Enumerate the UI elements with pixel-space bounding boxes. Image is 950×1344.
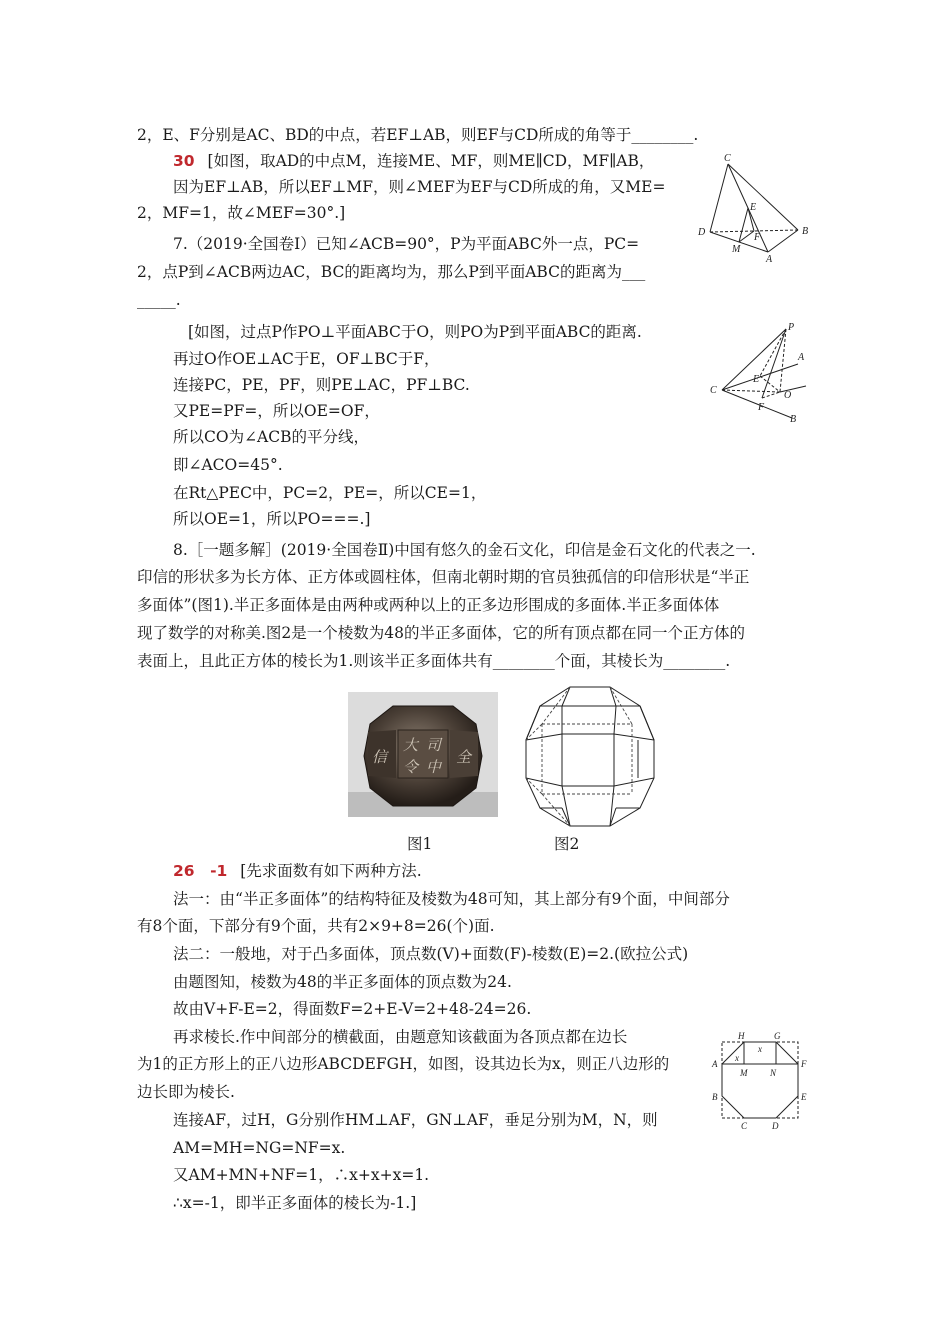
label-b: B (712, 1092, 718, 1102)
seal-char: 大 (403, 738, 419, 754)
solution-text: [先求面数有如下两种方法. (240, 862, 422, 880)
text-line: 故由V+F-E=2，得面数F=2+E-V=2+48-24=26. (173, 1000, 532, 1018)
solution-text: [如图，取AD的中点M，连接ME、MF，则ME∥CD，MF∥AB， (207, 152, 655, 170)
pyramid-figure (700, 320, 815, 425)
label-c: C (741, 1121, 748, 1131)
label-f: F (754, 232, 761, 243)
text-line: 所以OE=1，所以PO===.] (173, 510, 371, 528)
text-line: 有8个面，下部分有9个面，共有2×9+8=26(个)面. (137, 917, 495, 935)
label-d: D (698, 227, 706, 238)
tetrahedron-figure (690, 150, 815, 265)
question-7: 7.（2019·全国卷Ⅰ）已知∠ACB=90°，P为平面ABC外一点，PC= (173, 235, 640, 253)
text-line: 由题图知，棱数为48的半正多面体的顶点数为24. (173, 973, 512, 991)
label-m: M (732, 244, 741, 255)
label-d: D (772, 1121, 779, 1131)
label-x: x (758, 1044, 762, 1054)
label-b: B (802, 226, 809, 237)
label-e: E (753, 374, 760, 385)
text-line: 2，MF=1，故∠MEF=30°.] (137, 204, 346, 222)
seal-char: 信 (372, 750, 388, 766)
text-line: 所以CO为∠ACB的平分线， (173, 428, 369, 446)
text-line: 印信的形状多为长方体、正方体或圆柱体，但南北朝时期的官员独孤信的印信形状是“半正 (137, 568, 750, 586)
polyhedron-figure (512, 684, 662, 829)
text-line: 连接PC，PE，PF，则PE⊥AC，PF⊥BC. (173, 376, 470, 394)
text-line: ∴x=-1，即半正多面体的棱长为-1.] (173, 1194, 417, 1212)
text-line: 再过O作OE⊥AC于E，OF⊥BC于F， (173, 350, 440, 368)
label-f: F (758, 402, 765, 413)
text-line: 因为EF⊥AB，所以EF⊥MF，则∠MEF为EF与CD所成的角，又ME= (173, 178, 666, 196)
answer-value: 30 (173, 152, 195, 170)
label-p: P (788, 322, 795, 333)
seal-char: 全 (456, 750, 472, 766)
answer-line (173, 860, 422, 882)
label-m: M (740, 1068, 748, 1078)
label-c: C (710, 385, 717, 396)
label-g: G (774, 1031, 781, 1041)
answer-line (173, 150, 654, 172)
label-x: x (735, 1053, 739, 1063)
figure-2-caption: 图2 (554, 835, 580, 853)
text-line: 边长即为棱长. (137, 1083, 235, 1101)
label-h: H (738, 1031, 745, 1041)
text-line: 为1的正方形上的正八边形ABCDEFGH，如图，设其边长为x，则正八边形的 (137, 1055, 670, 1073)
label-a: A (766, 254, 773, 265)
text-line: 2，点P到∠ACB两边AC，BC的距离均为，那么P到平面ABC的距离为___ (137, 263, 646, 281)
seal-char: 令 (403, 760, 419, 776)
text-line: AM=MH=NG=NF=x. (173, 1139, 346, 1157)
seal-char: 司 (426, 738, 442, 754)
question-8: 8.［一题多解］(2019·全国卷Ⅱ)中国有悠久的金石文化，印信是金石文化的代表之一. (173, 541, 756, 559)
text-line: 又AM+MN+NF=1，∴x+x+x=1. (173, 1166, 430, 1184)
text-line: 又PE=PF=，所以OE=OF， (173, 402, 380, 420)
label-b: B (790, 414, 797, 425)
text-line: 在Rt△PEC中，PC=2，PE=，所以CE=1， (173, 484, 487, 502)
answer-value: 26 -1 (173, 862, 228, 880)
label-c: C (724, 153, 731, 164)
label-f: F (801, 1059, 807, 1069)
text-line: 现了数学的对称美.图2是一个棱数为48的半正多面体，它的所有顶点都在同一个正方体的 (137, 624, 746, 642)
seal-char: 中 (426, 760, 442, 776)
text-line: 法一：由“半正多面体”的结构特征及棱数为48可知，其上部分有9个面，中间部分 (173, 890, 730, 908)
text-line: 表面上，且此正方体的棱长为1.则该半正多面体共有________个面，其棱长为________. (137, 652, 731, 670)
text-line: 法二：一般地，对于凸多面体，顶点数(V)+面数(F)-棱数(E)=2.(欧拉公式) (173, 945, 689, 963)
label-e: E (801, 1092, 807, 1102)
octagon-figure (708, 1028, 812, 1132)
seal-photo (348, 692, 498, 817)
label-o: O (784, 390, 792, 401)
text-line: _____. (137, 291, 181, 309)
text-line: 多面体”(图1).半正多面体是由两种或两种以上的正多边形围成的多面体.半正多面体体 (137, 596, 720, 614)
label-a: A (712, 1059, 718, 1069)
text-line: 即∠ACO=45°. (173, 456, 283, 474)
solution-text: [如图，过点P作PO⊥平面ABC于O，则PO为P到平面ABC的距离. (188, 323, 642, 341)
figure-1-caption: 图1 (407, 835, 433, 853)
label-e: E (750, 202, 757, 213)
label-n: N (770, 1068, 777, 1078)
text-line: 连接AF，过H，G分别作HM⊥AF，GN⊥AF，垂足分别为M，N，则 (173, 1111, 658, 1129)
text-line: 再求棱长.作中间部分的横截面，由题意知该截面为各顶点都在边长 (173, 1028, 628, 1046)
label-a: A (798, 352, 805, 363)
text-line: 2，E、F分别是AC、BD的中点，若EF⊥AB，则EF与CD所成的角等于________. (137, 126, 699, 144)
